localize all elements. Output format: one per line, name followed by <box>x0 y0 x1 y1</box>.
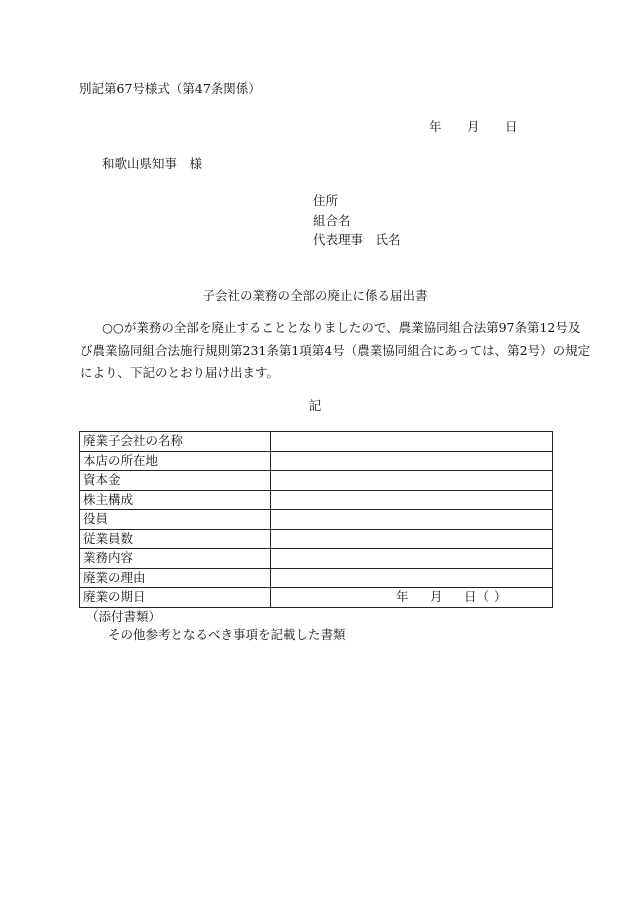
body-line: び農業協同組合法施行規則第231条第1項第4号（農業協同組合にあっては、第2号）の規定 <box>80 342 591 358</box>
row-value-field[interactable] <box>271 432 553 452</box>
row-value-field[interactable] <box>271 549 553 569</box>
closing-month-label: 月 <box>430 589 443 604</box>
date-month-label: 月 <box>467 119 480 134</box>
date-day-label: 日 <box>505 119 518 134</box>
closing-date-field[interactable] <box>271 588 553 608</box>
ki-heading: 記 <box>308 398 322 413</box>
row-label: 株主構成 <box>80 490 271 510</box>
date-line <box>429 121 518 134</box>
row-value-field[interactable] <box>271 568 553 588</box>
addressee: 和歌山県知事 様 <box>102 156 203 171</box>
row-label: 廃業の理由 <box>80 568 271 588</box>
table-row <box>80 432 553 452</box>
detail-table <box>79 431 553 608</box>
body-line: ○○が業務の全部を廃止することとなりましたので、農業協同組合法第97条第12号及 <box>102 320 581 335</box>
table-row <box>80 510 553 530</box>
closing-paren-close: ） <box>494 589 507 604</box>
row-label: 資本金 <box>80 471 271 491</box>
document-title: 子会社の業務の全部の廃止に係る届出書 <box>202 288 428 303</box>
body-line: により、下記のとおり届け出ます。 <box>80 365 280 380</box>
row-label: 本店の所在地 <box>80 451 271 471</box>
row-value-field[interactable] <box>271 451 553 471</box>
attachments-heading: （添付書類） <box>86 609 162 624</box>
table-row <box>80 549 553 569</box>
row-label: 役員 <box>80 510 271 530</box>
row-label: 廃業子会社の名称 <box>80 432 271 452</box>
representative-label: 代表理事 氏名 <box>313 232 401 247</box>
table-row <box>80 529 553 549</box>
row-label: 廃業の期日 <box>80 588 271 608</box>
attachment-item: その他参考となるべき事項を記載した書類 <box>108 627 346 642</box>
row-value-field[interactable] <box>271 471 553 491</box>
closing-day-label: 日（ <box>464 589 490 604</box>
address-label: 住所 <box>313 193 339 208</box>
row-value-field[interactable] <box>271 490 553 510</box>
row-value-field[interactable] <box>271 529 553 549</box>
table-row <box>80 588 553 608</box>
row-label: 業務内容 <box>80 549 271 569</box>
table-row <box>80 490 553 510</box>
table-row <box>80 568 553 588</box>
form-reference: 別記第67号様式（第47条関係） <box>79 81 261 96</box>
table-row <box>80 471 553 491</box>
date-year-label: 年 <box>429 119 442 134</box>
row-value-field[interactable] <box>271 510 553 530</box>
applicant-block <box>313 195 401 254</box>
closing-year-label: 年 <box>396 589 409 604</box>
association-name-label: 組合名 <box>313 212 351 228</box>
table-row <box>80 451 553 471</box>
body-text <box>80 320 591 390</box>
row-label: 従業員数 <box>80 529 271 549</box>
